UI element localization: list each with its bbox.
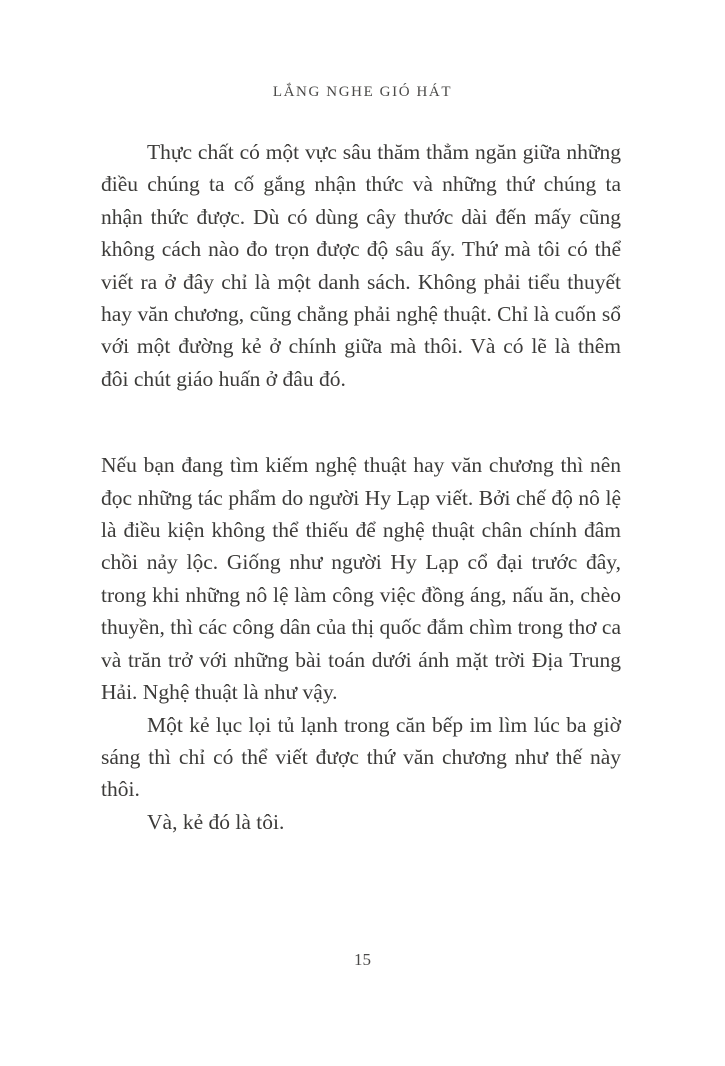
page-number: 15 xyxy=(354,950,371,969)
paragraph-2: Nếu bạn đang tìm kiếm nghệ thuật hay văn chương thì nên đọc những tác phẩm do người Hy Lạp viết. Bởi chế độ nô lệ là điều kiện không thể thiếu để nghệ thuật chân chính đâm chồi nảy lộc. Giống như người Hy Lạp cổ đại trước đây, trong khi những nô lệ làm công việc đồng áng, nấu ăn, chèo thuyền, thì các công dân của thị quốc đắm chìm trong thơ ca và trăn trở với những bài toán dưới ánh mặt trời Địa Trung Hải. Nghệ thuật là như vậy. xyxy=(101,453,621,705)
paragraph-4: Và, kẻ đó là tôi. xyxy=(147,809,285,834)
body-text xyxy=(101,136,621,838)
paragraph-3: Một kẻ lục lọi tủ lạnh trong căn bếp im lìm lúc ba giờ sáng thì chỉ có thể viết được thứ văn chương như thế này thôi. xyxy=(101,712,621,802)
running-header: LẮNG NGHE GIÓ HÁT xyxy=(272,84,453,100)
paragraph-1: Thực chất có một vực sâu thăm thẳm ngăn giữa những điều chúng ta cố gắng nhận thức và những thứ chúng ta nhận thức được. Dù có dùng cây thước dài đến mấy cũng không cách nào đo trọn được độ sâu ấy. Thứ mà tôi có thể viết ra ở đây chỉ là một danh sách. Không phải tiểu thuyết hay văn chương, cũng chẳng phải nghệ thuật. Chỉ là cuốn sổ với một đường kẻ ở chính giữa mà thôi. Và có lẽ là thêm đôi chút giáo huấn ở đâu đó. xyxy=(101,140,621,391)
